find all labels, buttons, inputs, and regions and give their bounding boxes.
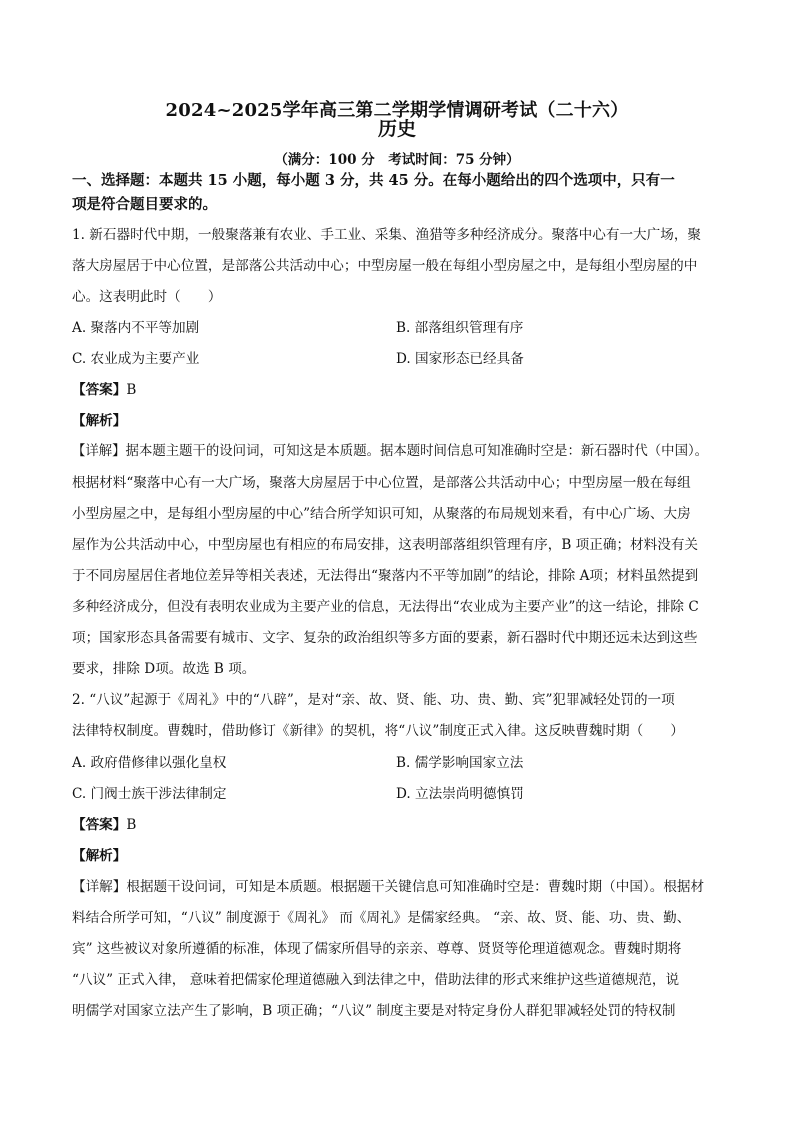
q1-detail-line: 多种经济成分，但没有表明农业成为主要产业的信息，无法得出“农业成为主要产业”的这一结论，排除 C bbox=[72, 599, 699, 615]
q1-analysis-tag bbox=[72, 411, 126, 431]
q2-analysis-tag bbox=[72, 846, 126, 866]
answer-value: B bbox=[126, 817, 137, 833]
q1-option-c: C. 农业成为主要产业 bbox=[72, 351, 200, 367]
q2-detail-line: “八议” 正式入律， 意味着把儒家伦理道德融入到法律之中，借助法律的形式来维护这些道德规范，说 bbox=[72, 972, 680, 988]
q1-detail-line: 于不同房屋居住者地位差异等相关表述，无法得出“聚落内不平等加剧”的结论，排除 A项；材料虽然提到 bbox=[72, 568, 699, 584]
analysis-tag: 【解析】 bbox=[72, 413, 127, 429]
q1-detail-line: 屋作为公共活动中心，中型房屋也有相应的布局安排，这表明部落组织管理有序，B 项正确；材料没有关 bbox=[72, 537, 699, 553]
exam-title: 2024~2025学年高三第二学期学情调研考试（二十六） bbox=[165, 100, 629, 121]
q1-detail-line: 项；国家形态具备需要有城市、文字、复杂的政治组织等多方面的要素，新石器时代中期还远未达到这些 bbox=[72, 630, 698, 646]
q1-detail-line: 【详解】据本题主题干的设问词，可知这是本质题。据本题时间信息可知准确时空是：新石器时代（中国）。 bbox=[72, 444, 709, 459]
q2-stem-line: 2. “八议”起源于《周礼》中的“八辟”，是对“亲、故、贤、能、功、贵、勤、宾”犯罪减轻处罚的一项 bbox=[72, 692, 675, 708]
q2-detail-line: 料结合所学可知，“八议” 制度源于《周礼》 而《周礼》是儒家经典。 “亲、故、贤、能、功、贵、勤、 bbox=[72, 910, 691, 926]
q1-stem-line: 1. 新石器时代中期，一般聚落兼有农业、手工业、采集、渔猎等多种经济成分。聚落中心有一大广场，聚 bbox=[72, 227, 702, 243]
q1-option-a: A. 聚落内不平等加剧 bbox=[72, 320, 200, 336]
subject-title: 历史 bbox=[377, 118, 416, 140]
q2-detail-line: 【详解】根据题干设问词，可知是本质题。根据题干关键信息可知准确时空是：曹魏时期（中国）。根据材 bbox=[72, 879, 705, 895]
q1-stem-line: 落大房屋居于中心位置，是部落公共活动中心；中型房屋一般在每组小型房屋之中，是每组小型房屋的中 bbox=[72, 258, 698, 274]
q2-option-a: A. 政府借修律以强化皇权 bbox=[72, 755, 227, 771]
answer-tag: 【答案】 bbox=[72, 382, 127, 398]
answer-tag: 【答案】 bbox=[72, 817, 127, 833]
q1-answer bbox=[72, 380, 136, 400]
q2-option-d: D. 立法崇尚明德慎罚 bbox=[396, 786, 524, 802]
section-instruction-line-2: 项是符合题目要求的。 bbox=[72, 196, 217, 213]
q2-detail-line: 明儒学对国家立法产生了影响，B 项正确；“八议” 制度主要是对特定身份人群犯罪减轻处罚的特权制 bbox=[72, 1003, 676, 1019]
q1-option-b: B. 部落组织管理有序 bbox=[396, 320, 524, 336]
exam-meta: （满分：100 分 考试时间：75 分钟） bbox=[274, 152, 520, 168]
q1-option-d: D. 国家形态已经具备 bbox=[396, 351, 524, 367]
q1-detail-line: 根据材料“聚落中心有一大广场，聚落大房屋居于中心位置，是部落公共活动中心；中型房屋一般在每组 bbox=[72, 475, 691, 491]
q2-answer bbox=[72, 815, 136, 835]
q2-option-c: C. 门阀士族干涉法律制定 bbox=[72, 786, 227, 802]
q1-stem-line: 心。这表明此时（ ） bbox=[72, 289, 222, 305]
q1-detail-line: 要求，排除 D项。故选 B 项。 bbox=[72, 661, 256, 677]
section-instruction-line-1: 一、选择题：本题共 15 小题，每小题 3 分，共 45 分。在每小题给出的四个选项中，只有一 bbox=[72, 172, 675, 189]
answer-value: B bbox=[126, 382, 137, 398]
q2-stem-line: 法律特权制度。曹魏时，借助修订《新律》的契机，将“八议”制度正式入律。这反映曹魏时期（ ） bbox=[72, 723, 685, 739]
analysis-tag: 【解析】 bbox=[72, 848, 127, 864]
q2-option-b: B. 儒学影响国家立法 bbox=[396, 755, 524, 771]
q1-detail-line: 小型房屋之中，是每组小型房屋的中心”结合所学知识可知，从聚落的布局规划来看，有中心广场、大房 bbox=[72, 506, 691, 522]
q2-detail-line: 宾” 这些被议对象所遵循的标准，体现了儒家所倡导的亲亲、尊尊、贤贤等伦理道德观念。曹魏时期将 bbox=[72, 941, 682, 957]
